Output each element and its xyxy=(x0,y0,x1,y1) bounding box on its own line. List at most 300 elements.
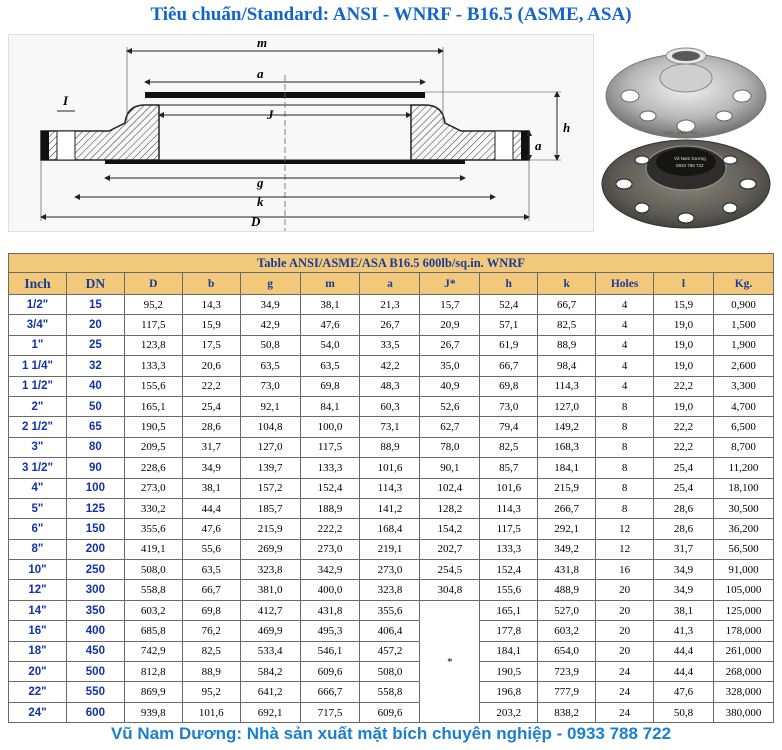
table-cell: 8,700 xyxy=(713,437,773,457)
table-cell: 15,9 xyxy=(654,295,714,315)
table-cell: 47,6 xyxy=(300,315,360,335)
table-cell: 105,000 xyxy=(713,580,773,600)
dim-label-a: a xyxy=(257,66,264,81)
table-cell: 20 xyxy=(596,641,654,661)
table-cell: 3 1/2" xyxy=(9,458,67,478)
table-cell: 266,7 xyxy=(538,498,596,518)
table-cell: 202,7 xyxy=(420,539,480,559)
table-cell: 35,0 xyxy=(420,356,480,376)
table-cell: 8 xyxy=(596,478,654,498)
table-row xyxy=(9,560,774,580)
table-row xyxy=(9,335,774,355)
table-cell: 209,5 xyxy=(124,437,182,457)
table-cell: 12 xyxy=(596,519,654,539)
table-row xyxy=(9,539,774,559)
table-cell: 80 xyxy=(66,437,124,457)
table-cell: 609,6 xyxy=(360,702,420,722)
table-cell: 431,8 xyxy=(300,600,360,620)
table-cell: 178,000 xyxy=(713,621,773,641)
table-cell: 1,900 xyxy=(713,335,773,355)
table-cell: 22,2 xyxy=(654,376,714,396)
table-cell: 42,2 xyxy=(360,356,420,376)
table-cell: 500 xyxy=(66,662,124,682)
dim-label-h: h xyxy=(563,120,571,135)
column-header: b xyxy=(182,273,240,295)
table-cell: 88,9 xyxy=(360,437,420,457)
table-cell: 1/2" xyxy=(9,295,67,315)
table-cell: 117,5 xyxy=(480,519,538,539)
dim-label-g: g xyxy=(257,175,264,190)
table-row xyxy=(9,600,774,620)
table-header-row xyxy=(9,273,774,295)
table-cell: 65 xyxy=(66,417,124,437)
table-cell: 55,6 xyxy=(182,539,240,559)
table-cell: 18,100 xyxy=(713,478,773,498)
table-cell: 88,9 xyxy=(182,662,240,682)
table-cell: 52,4 xyxy=(480,295,538,315)
table-cell: 54,0 xyxy=(300,335,360,355)
table-cell: 350 xyxy=(66,600,124,620)
table-cell: 184,1 xyxy=(538,458,596,478)
table-cell: 355,6 xyxy=(124,519,182,539)
table-cell: 196,8 xyxy=(480,682,538,702)
table-cell: 558,8 xyxy=(124,580,182,600)
table-cell: 777,9 xyxy=(538,682,596,702)
table-cell: 2" xyxy=(9,396,67,416)
table-cell: 50,8 xyxy=(240,335,300,355)
table-cell: 22,2 xyxy=(182,376,240,396)
table-cell: 869,9 xyxy=(124,682,182,702)
table-cell: 149,2 xyxy=(538,417,596,437)
table-cell: 254,5 xyxy=(420,560,480,580)
table-cell: 4 xyxy=(596,356,654,376)
table-cell: 11,200 xyxy=(713,458,773,478)
table-cell: 52,6 xyxy=(420,396,480,416)
table-cell: 34,9 xyxy=(240,295,300,315)
table-cell: 26,7 xyxy=(360,315,420,335)
table-cell: 273,0 xyxy=(124,478,182,498)
table-cell: 2 1/2" xyxy=(9,417,67,437)
table-cell: 141,2 xyxy=(360,498,420,518)
table-cell: 47,6 xyxy=(182,519,240,539)
table-cell: 603,2 xyxy=(124,600,182,620)
dim-label-a-side: a xyxy=(535,138,542,153)
table-row xyxy=(9,396,774,416)
table-cell: 400 xyxy=(66,621,124,641)
table-cell: 15,7 xyxy=(420,295,480,315)
table-cell: 19,0 xyxy=(654,356,714,376)
table-cell: 32 xyxy=(66,356,124,376)
j-merged-note: * xyxy=(420,600,480,722)
table-row xyxy=(9,295,774,315)
table-row xyxy=(9,498,774,518)
table-cell: 133,3 xyxy=(124,356,182,376)
table-cell: 250 xyxy=(66,560,124,580)
table-cell: 38,1 xyxy=(182,478,240,498)
table-cell: 34,9 xyxy=(182,458,240,478)
table-cell: 527,0 xyxy=(538,600,596,620)
table-cell: 584,2 xyxy=(240,662,300,682)
table-cell: 41,3 xyxy=(654,621,714,641)
table-cell: 330,2 xyxy=(124,498,182,518)
table-cell: 78,0 xyxy=(420,437,480,457)
table-cell: 533,4 xyxy=(240,641,300,661)
table-cell: 34,9 xyxy=(654,580,714,600)
column-header: DN xyxy=(66,273,124,295)
table-cell: 185,7 xyxy=(240,498,300,518)
table-cell: 222,2 xyxy=(300,519,360,539)
table-cell: 17,5 xyxy=(182,335,240,355)
column-header: Inch xyxy=(9,273,67,295)
table-cell: 63,5 xyxy=(182,560,240,580)
table-cell: 14,3 xyxy=(182,295,240,315)
table-cell: 4" xyxy=(9,478,67,498)
column-header: k xyxy=(538,273,596,295)
table-cell: 18" xyxy=(9,641,67,661)
table-cell: 558,8 xyxy=(360,682,420,702)
table-cell: 165,1 xyxy=(124,396,182,416)
table-cell: 16" xyxy=(9,621,67,641)
table-cell: 1 1/4" xyxy=(9,356,67,376)
table-row xyxy=(9,641,774,661)
table-cell: 8 xyxy=(596,437,654,457)
table-cell: 73,1 xyxy=(360,417,420,437)
table-cell: 34,9 xyxy=(654,560,714,580)
table-cell: 48,3 xyxy=(360,376,420,396)
table-row xyxy=(9,580,774,600)
flange-photo-1 xyxy=(606,48,766,138)
table-cell: 12 xyxy=(596,539,654,559)
table-cell: 609,6 xyxy=(300,662,360,682)
table-cell: 508,0 xyxy=(124,560,182,580)
table-cell: 508,0 xyxy=(360,662,420,682)
column-header: l xyxy=(654,273,714,295)
table-cell: 261,000 xyxy=(713,641,773,661)
table-cell: 723,9 xyxy=(538,662,596,682)
table-cell: 152,4 xyxy=(480,560,538,580)
column-header: J* xyxy=(420,273,480,295)
photo2-caption-top: ANSI - WNRF B16 xyxy=(664,130,698,135)
table-cell: 82,5 xyxy=(538,315,596,335)
table-cell: 400,0 xyxy=(300,580,360,600)
table-cell: 200 xyxy=(66,539,124,559)
table-cell: 1" xyxy=(9,335,67,355)
table-row xyxy=(9,315,774,335)
table-cell: 125 xyxy=(66,498,124,518)
table-cell: 85,7 xyxy=(480,458,538,478)
table-cell: 4 xyxy=(596,315,654,335)
table-cell: 219,1 xyxy=(360,539,420,559)
table-cell: 19,0 xyxy=(654,335,714,355)
table-cell: 419,1 xyxy=(124,539,182,559)
table-cell: 6,500 xyxy=(713,417,773,437)
table-cell: 69,8 xyxy=(480,376,538,396)
table-cell: 215,9 xyxy=(240,519,300,539)
table-cell: 16 xyxy=(596,560,654,580)
table-cell: 4,700 xyxy=(713,396,773,416)
table-cell: 73,0 xyxy=(480,396,538,416)
table-cell: 717,5 xyxy=(300,702,360,722)
table-cell: 457,2 xyxy=(360,641,420,661)
table-cell: 102,4 xyxy=(420,478,480,498)
table-cell: 10" xyxy=(9,560,67,580)
table-cell: 101,6 xyxy=(360,458,420,478)
table-cell: 0,900 xyxy=(713,295,773,315)
table-cell: 1,500 xyxy=(713,315,773,335)
table-cell: 101,6 xyxy=(182,702,240,722)
table-cell: 25,4 xyxy=(654,478,714,498)
table-cell: 3,300 xyxy=(713,376,773,396)
table-cell: 57,1 xyxy=(480,315,538,335)
table-cell: 31,7 xyxy=(182,437,240,457)
table-cell: 666,7 xyxy=(300,682,360,702)
table-cell: 19,0 xyxy=(654,396,714,416)
table-cell: 114,3 xyxy=(360,478,420,498)
table-cell: 1 1/2" xyxy=(9,376,67,396)
table-cell: 114,3 xyxy=(538,376,596,396)
photo2-stamp-1: Vũ Nam Dương xyxy=(674,156,706,161)
column-header: h xyxy=(480,273,538,295)
table-cell: 450 xyxy=(66,641,124,661)
table-cell: 3" xyxy=(9,437,67,457)
table-cell: 63,5 xyxy=(240,356,300,376)
table-cell: 114,3 xyxy=(480,498,538,518)
table-cell: 133,3 xyxy=(480,539,538,559)
table-cell: 104,8 xyxy=(240,417,300,437)
table-cell: 406,4 xyxy=(360,621,420,641)
table-cell: 21,3 xyxy=(360,295,420,315)
table-cell: 25 xyxy=(66,335,124,355)
table-cell: 69,8 xyxy=(300,376,360,396)
table-cell: 22,2 xyxy=(654,437,714,457)
table-cell: 125,000 xyxy=(713,600,773,620)
table-row xyxy=(9,417,774,437)
table-cell: 22" xyxy=(9,682,67,702)
table-cell: 603,2 xyxy=(538,621,596,641)
column-header: g xyxy=(240,273,300,295)
table-cell: 84,1 xyxy=(300,396,360,416)
table-cell: 28,6 xyxy=(182,417,240,437)
table-cell: 98,4 xyxy=(538,356,596,376)
table-cell: 24 xyxy=(596,682,654,702)
table-cell: 641,2 xyxy=(240,682,300,702)
column-header: a xyxy=(360,273,420,295)
table-row xyxy=(9,682,774,702)
table-cell: 412,7 xyxy=(240,600,300,620)
table-cell: 20 xyxy=(596,621,654,641)
table-cell: 50,8 xyxy=(654,702,714,722)
table-cell: 4 xyxy=(596,335,654,355)
table-cell: 25,4 xyxy=(182,396,240,416)
table-cell: 4 xyxy=(596,376,654,396)
table-cell: 381,0 xyxy=(240,580,300,600)
table-cell: 62,7 xyxy=(420,417,480,437)
table-cell: 177,8 xyxy=(480,621,538,641)
table-cell: 26,7 xyxy=(420,335,480,355)
table-cell: 133,3 xyxy=(300,458,360,478)
table-cell: 22,2 xyxy=(654,417,714,437)
table-cell: 24" xyxy=(9,702,67,722)
table-cell: 20 xyxy=(66,315,124,335)
table-cell: 2,600 xyxy=(713,356,773,376)
table-cell: 546,1 xyxy=(300,641,360,661)
table-cell: 38,1 xyxy=(654,600,714,620)
table-cell: 155,6 xyxy=(480,580,538,600)
table-cell: 190,5 xyxy=(480,662,538,682)
table-cell: 8 xyxy=(596,396,654,416)
table-cell: 82,5 xyxy=(182,641,240,661)
table-cell: 215,9 xyxy=(538,478,596,498)
table-row xyxy=(9,458,774,478)
table-cell: 61,9 xyxy=(480,335,538,355)
table-cell: 328,000 xyxy=(713,682,773,702)
table-cell: 8 xyxy=(596,458,654,478)
table-cell: 495,3 xyxy=(300,621,360,641)
table-cell: 139,7 xyxy=(240,458,300,478)
table-cell: 90,1 xyxy=(420,458,480,478)
flange-diagram xyxy=(8,34,594,232)
table-cell: 273,0 xyxy=(300,539,360,559)
column-header: D xyxy=(124,273,182,295)
table-cell: 550 xyxy=(66,682,124,702)
table-cell: 292,1 xyxy=(538,519,596,539)
table-cell: 128,2 xyxy=(420,498,480,518)
flange-photo-2 xyxy=(602,130,770,228)
table-cell: 685,8 xyxy=(124,621,182,641)
table-cell: 155,6 xyxy=(124,376,182,396)
table-cell: 190,5 xyxy=(124,417,182,437)
page-title: Tiêu chuẩn/Standard: ANSI - WNRF - B16.5 (ASME, ASA) xyxy=(150,4,632,25)
table-row xyxy=(9,621,774,641)
table-cell: 40,9 xyxy=(420,376,480,396)
table-cell: 38,1 xyxy=(300,295,360,315)
table-cell: 157,2 xyxy=(240,478,300,498)
table-cell: 42,9 xyxy=(240,315,300,335)
table-cell: 56,500 xyxy=(713,539,773,559)
table-cell: 36,200 xyxy=(713,519,773,539)
table-cell: 20,6 xyxy=(182,356,240,376)
table-cell: 33,5 xyxy=(360,335,420,355)
table-cell: 692,1 xyxy=(240,702,300,722)
table-cell: 117,5 xyxy=(300,437,360,457)
table-cell: 79,4 xyxy=(480,417,538,437)
table-cell: 20 xyxy=(596,580,654,600)
table-cell: 355,6 xyxy=(360,600,420,620)
table-cell: 184,1 xyxy=(480,641,538,661)
table-row xyxy=(9,356,774,376)
table-caption: Table ANSI/ASME/ASA B16.5 600lb/sq.in. WNRF xyxy=(9,254,774,273)
table-cell: 66,7 xyxy=(538,295,596,315)
table-cell: 168,4 xyxy=(360,519,420,539)
table-cell: 188,9 xyxy=(300,498,360,518)
table-cell: 76,2 xyxy=(182,621,240,641)
table-cell: 73,0 xyxy=(240,376,300,396)
table-cell: 203,2 xyxy=(480,702,538,722)
table-cell: 25,4 xyxy=(654,458,714,478)
table-cell: 349,2 xyxy=(538,539,596,559)
table-cell: 939,8 xyxy=(124,702,182,722)
table-cell: 165,1 xyxy=(480,600,538,620)
dim-label-d: D xyxy=(251,214,261,229)
dim-label-l: I xyxy=(63,93,69,108)
table-cell: 8" xyxy=(9,539,67,559)
table-cell: 24 xyxy=(596,662,654,682)
table-cell: 19,0 xyxy=(654,315,714,335)
column-header: Holes xyxy=(596,273,654,295)
dim-label-k: k xyxy=(257,194,264,209)
table-cell: 44,4 xyxy=(654,641,714,661)
table-cell: 88,9 xyxy=(538,335,596,355)
table-cell: 66,7 xyxy=(480,356,538,376)
table-cell: 342,9 xyxy=(300,560,360,580)
table-cell: 8 xyxy=(596,498,654,518)
table-cell: 31,7 xyxy=(654,539,714,559)
table-cell: 654,0 xyxy=(538,641,596,661)
table-cell: 60,3 xyxy=(360,396,420,416)
table-cell: 50 xyxy=(66,396,124,416)
table-cell: 4 xyxy=(596,295,654,315)
table-cell: 66,7 xyxy=(182,580,240,600)
table-cell: 15,9 xyxy=(182,315,240,335)
table-row xyxy=(9,662,774,682)
table-cell: 92,1 xyxy=(240,396,300,416)
table-cell: 12" xyxy=(9,580,67,600)
footer-contact: Vũ Nam Dương: Nhà sản xuất mặt bích chuyên nghiệp - 0933 788 722 xyxy=(110,724,672,743)
table-cell: 28,6 xyxy=(654,498,714,518)
column-header: Kg. xyxy=(713,273,773,295)
table-cell: 69,8 xyxy=(182,600,240,620)
table-cell: 469,9 xyxy=(240,621,300,641)
photo2-stamp-2: 0933 788 722 xyxy=(676,163,704,168)
table-row xyxy=(9,702,774,722)
table-cell: 269,9 xyxy=(240,539,300,559)
table-cell: 117,5 xyxy=(124,315,182,335)
table-cell: 304,8 xyxy=(420,580,480,600)
table-cell: 8 xyxy=(596,417,654,437)
table-cell: 838,2 xyxy=(538,702,596,722)
table-cell: 15 xyxy=(66,295,124,315)
table-cell: 44,4 xyxy=(654,662,714,682)
table-row xyxy=(9,478,774,498)
table-cell: 82,5 xyxy=(480,437,538,457)
table-cell: 20,9 xyxy=(420,315,480,335)
table-cell: 95,2 xyxy=(124,295,182,315)
table-cell: 91,000 xyxy=(713,560,773,580)
table-cell: 154,2 xyxy=(420,519,480,539)
table-cell: 101,6 xyxy=(480,478,538,498)
table-cell: 152,4 xyxy=(300,478,360,498)
table-cell: 488,9 xyxy=(538,580,596,600)
table-cell: 30,500 xyxy=(713,498,773,518)
table-cell: 168,3 xyxy=(538,437,596,457)
dim-label-j: J xyxy=(267,107,274,122)
spec-table xyxy=(8,253,774,723)
table-cell: 323,8 xyxy=(240,560,300,580)
table-cell: 742,9 xyxy=(124,641,182,661)
table-row xyxy=(9,437,774,457)
table-cell: 5" xyxy=(9,498,67,518)
table-cell: 95,2 xyxy=(182,682,240,702)
table-row xyxy=(9,376,774,396)
table-cell: 323,8 xyxy=(360,580,420,600)
table-cell: 123,8 xyxy=(124,335,182,355)
table-cell: 380,000 xyxy=(713,702,773,722)
table-cell: 20 xyxy=(596,600,654,620)
table-cell: 28,6 xyxy=(654,519,714,539)
table-cell: 90 xyxy=(66,458,124,478)
table-cell: 127,0 xyxy=(240,437,300,457)
table-cell: 100,0 xyxy=(300,417,360,437)
